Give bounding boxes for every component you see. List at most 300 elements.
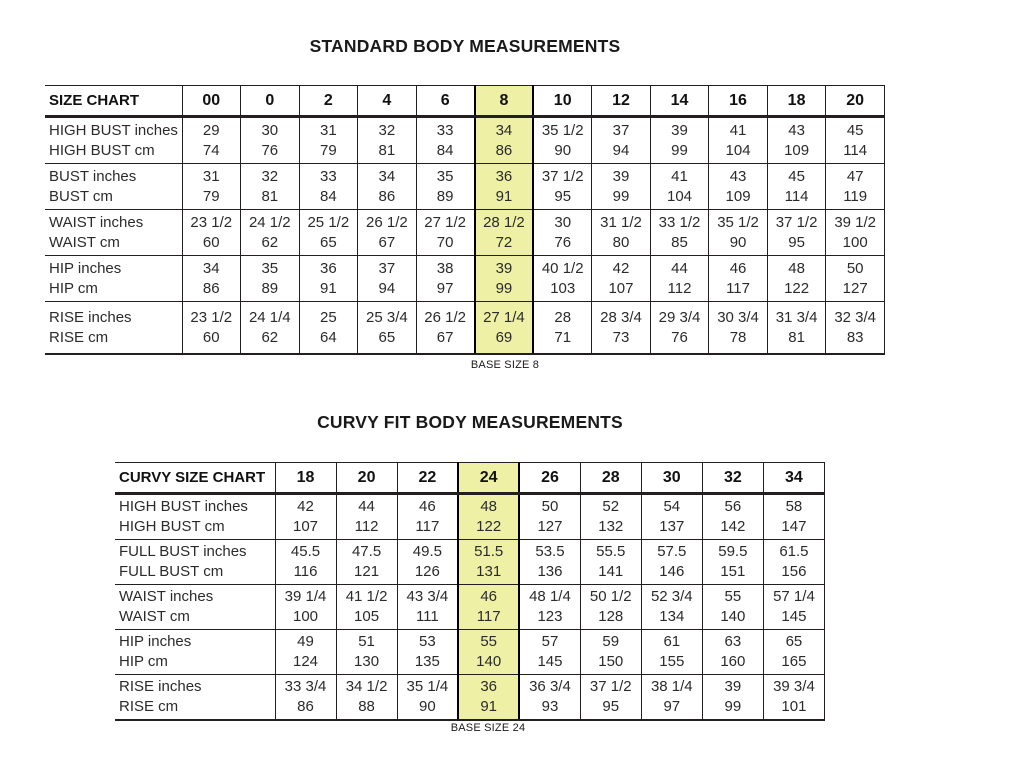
- measurement-cell: [533, 256, 592, 302]
- size-column-header-34: 34: [763, 463, 824, 494]
- measurement-value-inches: 35: [261, 259, 279, 277]
- measurement-value-inches: 26 1/2: [424, 308, 466, 326]
- measurement-cell: [650, 117, 709, 164]
- measurement-value-inches: 65: [785, 633, 803, 650]
- size-column-header-16: 16: [709, 86, 768, 117]
- standard-size-table: [45, 85, 885, 355]
- measurement-value-inches: 31: [319, 121, 337, 139]
- measurement-cell: [767, 210, 826, 256]
- measurement-value-inches: 25: [319, 308, 337, 326]
- size-column-header-22: 22: [397, 463, 458, 494]
- measurement-value-cm: 78: [729, 328, 747, 346]
- measurement-cell: [519, 675, 580, 721]
- measurement-value-inches: 42: [612, 259, 630, 277]
- measurement-value-inches: 47.5: [351, 543, 382, 560]
- row-label-inches: HIP inches: [119, 633, 192, 650]
- measurement-value-inches: 36: [319, 259, 337, 277]
- measurement-row: [115, 630, 825, 675]
- size-column-header-10: 10: [533, 86, 592, 117]
- measurement-value-inches: 33: [436, 121, 454, 139]
- measurement-cell: [358, 164, 417, 210]
- measurement-cell: [241, 164, 300, 210]
- measurement-value-cm: 146: [659, 563, 685, 580]
- measurement-cell: [458, 585, 519, 630]
- row-label-inches: BUST inches: [49, 167, 137, 185]
- measurement-value-inches: 28 1/2: [483, 213, 525, 231]
- row-label-cm: RISE cm: [49, 328, 109, 346]
- measurement-cell: [397, 630, 458, 675]
- measurement-value-inches: 56: [724, 498, 742, 515]
- measurement-cell: [702, 585, 763, 630]
- measurement-value-inches: 27 1/2: [424, 213, 466, 231]
- measurement-row: [115, 494, 825, 540]
- measurement-value-cm: 97: [436, 279, 454, 297]
- measurement-value-inches: 41 1/2: [345, 588, 388, 605]
- row-label-cm: BUST cm: [49, 187, 113, 205]
- measurement-value-cm: 130: [354, 653, 380, 670]
- measurement-value-inches: 55.5: [596, 543, 626, 560]
- measurement-value-inches: 61: [663, 633, 681, 650]
- measurement-value-cm: 100: [842, 233, 868, 251]
- measurement-value-inches: 33 1/2: [658, 213, 701, 231]
- measurement-cell: [763, 630, 824, 675]
- measurement-value-inches: 59: [602, 633, 620, 650]
- measurement-cell: [397, 675, 458, 721]
- measurement-value-cm: 122: [476, 518, 502, 535]
- measurement-value-inches: 55: [480, 633, 497, 650]
- measurement-value-inches: 37 1/2: [541, 167, 584, 185]
- measurement-value-inches: 49: [297, 633, 314, 650]
- row-label-inches: HIGH BUST inches: [119, 498, 248, 515]
- measurement-cell: [416, 117, 475, 164]
- measurement-row-label: [115, 585, 275, 630]
- measurement-value-cm: 69: [495, 328, 513, 346]
- measurement-value-cm: 74: [202, 141, 220, 159]
- measurement-value-cm: 127: [842, 279, 868, 297]
- size-chart-header-label: CURVY SIZE CHART: [115, 463, 275, 494]
- measurement-cell: [641, 585, 702, 630]
- measurement-value-cm: 94: [378, 279, 396, 297]
- measurement-value-cm: 114: [843, 141, 868, 159]
- curvy-size-table: [115, 462, 825, 721]
- measurement-row: [45, 164, 885, 210]
- measurement-cell: [241, 302, 300, 355]
- measurement-cell: [767, 117, 826, 164]
- measurement-value-cm: 70: [436, 233, 454, 251]
- measurement-row: [115, 585, 825, 630]
- measurement-value-inches: 45: [846, 121, 864, 139]
- measurement-row: [45, 210, 885, 256]
- measurement-value-cm: 97: [663, 698, 681, 715]
- measurement-row-label: [45, 210, 182, 256]
- measurement-row-label: [115, 675, 275, 721]
- measurement-value-cm: 65: [319, 233, 337, 251]
- measurement-value-inches: 40 1/2: [541, 259, 584, 277]
- measurement-cell: [592, 210, 651, 256]
- measurement-value-inches: 37: [612, 121, 630, 139]
- measurement-cell: [702, 494, 763, 540]
- size-column-header-8: 8: [475, 86, 534, 117]
- measurement-value-inches: 50 1/2: [589, 588, 632, 605]
- measurement-value-cm: 62: [261, 233, 279, 251]
- measurement-cell: [336, 540, 397, 585]
- measurement-value-cm: 103: [550, 279, 576, 297]
- measurement-value-inches: 44: [671, 259, 688, 277]
- measurement-cell: [475, 164, 534, 210]
- measurement-value-cm: 84: [319, 187, 337, 205]
- size-column-header-2: 2: [299, 86, 358, 117]
- measurement-value-cm: 104: [667, 187, 693, 205]
- measurement-value-cm: 109: [784, 141, 810, 159]
- measurement-value-inches: 43: [788, 121, 805, 139]
- measurement-value-cm: 117: [476, 608, 501, 625]
- measurement-cell: [475, 302, 534, 355]
- measurement-value-inches: 46: [419, 498, 436, 515]
- measurement-value-inches: 29: [202, 121, 220, 139]
- size-header-row: [45, 86, 885, 117]
- measurement-value-cm: 150: [598, 653, 624, 670]
- measurement-value-inches: 37 1/2: [589, 678, 632, 695]
- row-label-inches: FULL BUST inches: [119, 543, 247, 560]
- measurement-value-cm: 132: [598, 518, 624, 535]
- measurement-value-cm: 107: [293, 518, 319, 535]
- measurement-value-cm: 117: [726, 279, 750, 297]
- measurement-value-cm: 111: [415, 608, 439, 625]
- row-label-inches: HIGH BUST inches: [49, 121, 178, 139]
- measurement-value-inches: 25 1/2: [307, 213, 350, 231]
- measurement-value-inches: 33: [319, 167, 337, 185]
- measurement-cell: [641, 540, 702, 585]
- measurement-value-inches: 43 3/4: [406, 588, 449, 605]
- measurement-cell: [580, 494, 641, 540]
- measurement-row-label: [45, 164, 182, 210]
- measurement-cell: [650, 210, 709, 256]
- measurement-value-inches: 35 1/2: [541, 121, 584, 139]
- measurement-value-inches: 48 1/4: [529, 588, 571, 605]
- measurement-value-cm: 105: [354, 608, 380, 625]
- standard-size-table-container: [45, 85, 885, 355]
- measurement-value-cm: 76: [554, 233, 572, 251]
- measurement-value-cm: 91: [495, 187, 513, 205]
- measurement-value-inches: 48: [480, 498, 497, 515]
- measurement-cell: [702, 675, 763, 721]
- measurement-cell: [592, 256, 651, 302]
- measurement-value-cm: 160: [720, 653, 746, 670]
- measurement-value-cm: 126: [414, 563, 440, 580]
- measurement-value-cm: 123: [537, 608, 563, 625]
- measurement-value-inches: 47: [846, 167, 864, 185]
- measurement-value-cm: 93: [541, 698, 559, 715]
- measurement-row-label: [45, 302, 182, 355]
- measurement-value-inches: 42: [297, 498, 314, 515]
- standard-base-size-note: BASE SIZE 8: [470, 359, 540, 371]
- measurement-value-inches: 36 3/4: [529, 678, 571, 695]
- measurement-value-cm: 94: [612, 141, 630, 159]
- measurement-value-inches: 24 1/4: [248, 308, 291, 326]
- measurement-value-inches: 46: [480, 588, 497, 605]
- measurement-value-cm: 119: [843, 187, 868, 205]
- size-column-header-28: 28: [580, 463, 641, 494]
- measurement-cell: [475, 256, 534, 302]
- measurement-value-inches: 24 1/2: [248, 213, 291, 231]
- measurement-cell: [592, 302, 651, 355]
- measurement-value-inches: 50: [846, 259, 864, 277]
- measurement-cell: [275, 630, 336, 675]
- measurement-value-inches: 52 3/4: [650, 588, 693, 605]
- measurement-cell: [826, 164, 885, 210]
- measurement-row-label: [45, 117, 182, 164]
- measurement-value-inches: 39: [671, 121, 688, 139]
- row-label-inches: HIP inches: [49, 259, 122, 277]
- measurement-value-inches: 31 3/4: [775, 308, 818, 326]
- measurement-cell: [336, 585, 397, 630]
- measurement-value-cm: 95: [788, 233, 805, 251]
- measurement-value-inches: 35: [436, 167, 454, 185]
- measurement-value-cm: 109: [725, 187, 751, 205]
- curvy-chart-title: CURVY FIT BODY MEASUREMENTS: [317, 412, 623, 432]
- measurement-value-inches: 32: [378, 121, 396, 139]
- measurement-cell: [519, 630, 580, 675]
- measurement-value-inches: 39: [724, 678, 742, 695]
- measurement-cell: [826, 117, 885, 164]
- measurement-cell: [763, 494, 824, 540]
- measurement-value-inches: 38 1/4: [650, 678, 693, 695]
- measurement-cell: [533, 302, 592, 355]
- measurement-value-cm: 101: [781, 698, 807, 715]
- measurement-cell: [182, 302, 241, 355]
- measurement-cell: [475, 117, 534, 164]
- measurement-value-cm: 142: [720, 518, 746, 535]
- measurement-value-cm: 147: [781, 518, 807, 535]
- measurement-value-inches: 35 1/2: [717, 213, 759, 231]
- measurement-value-inches: 39: [495, 259, 513, 277]
- measurement-value-inches: 30: [261, 121, 279, 139]
- measurement-value-cm: 99: [724, 698, 742, 715]
- measurement-cell: [336, 630, 397, 675]
- measurement-cell: [580, 540, 641, 585]
- size-chart-header-label: SIZE CHART: [45, 86, 182, 117]
- row-label-inches: RISE inches: [119, 678, 202, 695]
- curvy-size-table-container: [115, 462, 825, 721]
- measurement-cell: [458, 540, 519, 585]
- size-column-header-18: 18: [767, 86, 826, 117]
- size-column-header-00: 00: [182, 86, 241, 117]
- measurement-value-inches: 38: [436, 259, 454, 277]
- row-label-cm: HIP cm: [119, 653, 168, 670]
- measurement-cell: [182, 210, 241, 256]
- measurement-cell: [458, 675, 519, 721]
- measurement-cell: [336, 494, 397, 540]
- measurement-value-inches: 37: [378, 259, 396, 277]
- measurement-value-cm: 122: [784, 279, 810, 297]
- measurement-value-cm: 89: [261, 279, 279, 297]
- size-column-header-12: 12: [592, 86, 651, 117]
- measurement-value-inches: 44: [358, 498, 375, 515]
- measurement-value-cm: 136: [537, 563, 563, 580]
- measurement-value-cm: 76: [261, 141, 279, 159]
- measurement-value-cm: 134: [659, 608, 685, 625]
- measurement-value-cm: 79: [202, 187, 220, 205]
- measurement-value-inches: 28 3/4: [600, 308, 642, 326]
- measurement-value-inches: 57: [541, 633, 559, 650]
- row-label-cm: WAIST cm: [119, 608, 190, 625]
- size-column-header-26: 26: [519, 463, 580, 494]
- measurement-cell: [416, 256, 475, 302]
- measurement-value-cm: 99: [495, 279, 513, 297]
- standard-chart-title: STANDARD BODY MEASUREMENTS: [309, 36, 621, 56]
- measurement-cell: [580, 585, 641, 630]
- measurement-cell: [763, 675, 824, 721]
- row-label-inches: WAIST inches: [119, 588, 214, 605]
- measurement-value-cm: 71: [554, 328, 572, 346]
- row-label-inches: RISE inches: [49, 308, 132, 326]
- measurement-value-inches: 45.5: [290, 543, 321, 560]
- measurement-cell: [299, 256, 358, 302]
- measurement-value-cm: 86: [495, 141, 513, 159]
- measurement-value-cm: 67: [378, 233, 396, 251]
- measurement-value-cm: 127: [537, 518, 563, 535]
- measurement-cell: [641, 494, 702, 540]
- measurement-value-inches: 51: [358, 633, 375, 650]
- measurement-value-cm: 131: [476, 563, 502, 580]
- measurement-value-inches: 23 1/2: [190, 308, 233, 326]
- measurement-cell: [241, 256, 300, 302]
- measurement-value-inches: 39: [612, 167, 630, 185]
- size-column-header-6: 6: [416, 86, 475, 117]
- measurement-cell: [299, 302, 358, 355]
- measurement-value-cm: 90: [729, 233, 747, 251]
- measurement-value-cm: 81: [788, 328, 805, 346]
- measurement-value-cm: 107: [608, 279, 634, 297]
- measurement-value-inches: 46: [729, 259, 747, 277]
- measurement-cell: [709, 164, 768, 210]
- size-column-header-30: 30: [641, 463, 702, 494]
- measurement-value-cm: 95: [602, 698, 620, 715]
- measurement-value-inches: 61.5: [779, 543, 809, 560]
- measurement-value-cm: 90: [554, 141, 572, 159]
- measurement-cell: [763, 540, 824, 585]
- measurement-cell: [458, 494, 519, 540]
- measurement-value-cm: 91: [319, 279, 337, 297]
- row-label-cm: HIGH BUST cm: [119, 518, 225, 535]
- measurement-cell: [580, 675, 641, 721]
- measurement-value-cm: 85: [671, 233, 688, 251]
- measurement-value-cm: 80: [612, 233, 630, 251]
- measurement-cell: [826, 256, 885, 302]
- size-column-header-20: 20: [826, 86, 885, 117]
- measurement-cell: [358, 210, 417, 256]
- measurement-cell: [299, 117, 358, 164]
- measurement-cell: [358, 302, 417, 355]
- measurement-cell: [767, 256, 826, 302]
- measurement-value-cm: 86: [297, 698, 314, 715]
- measurement-value-cm: 89: [436, 187, 454, 205]
- measurement-value-inches: 37 1/2: [775, 213, 818, 231]
- measurement-row-label: [115, 494, 275, 540]
- measurement-value-cm: 135: [414, 653, 440, 670]
- measurement-value-cm: 60: [202, 328, 220, 346]
- measurement-value-inches: 23 1/2: [190, 213, 233, 231]
- measurement-cell: [826, 302, 885, 355]
- measurement-value-cm: 65: [378, 328, 396, 346]
- measurement-value-inches: 43: [729, 167, 747, 185]
- measurement-value-cm: 112: [354, 518, 379, 535]
- measurement-value-cm: 81: [378, 141, 396, 159]
- measurement-cell: [533, 117, 592, 164]
- measurement-cell: [580, 630, 641, 675]
- row-label-cm: FULL BUST cm: [119, 563, 224, 580]
- measurement-cell: [397, 585, 458, 630]
- measurement-value-inches: 52: [602, 498, 620, 515]
- measurement-cell: [767, 302, 826, 355]
- measurement-value-cm: 60: [202, 233, 220, 251]
- measurement-value-inches: 34: [378, 167, 396, 185]
- measurement-value-inches: 25 3/4: [366, 308, 408, 326]
- measurement-value-cm: 165: [781, 653, 807, 670]
- measurement-value-inches: 49.5: [412, 543, 442, 560]
- measurement-value-cm: 99: [612, 187, 630, 205]
- measurement-value-inches: 39 3/4: [773, 678, 815, 695]
- measurement-value-inches: 34: [495, 121, 513, 139]
- measurement-cell: [709, 210, 768, 256]
- measurement-value-inches: 45: [788, 167, 805, 185]
- size-column-header-0: 0: [241, 86, 300, 117]
- measurement-value-cm: 88: [358, 698, 375, 715]
- measurement-value-cm: 76: [671, 328, 688, 346]
- measurement-cell: [592, 117, 651, 164]
- measurement-cell: [416, 164, 475, 210]
- measurement-cell: [397, 540, 458, 585]
- measurement-value-inches: 41: [671, 167, 688, 185]
- measurement-cell: [641, 675, 702, 721]
- measurement-value-cm: 86: [378, 187, 396, 205]
- measurement-value-cm: 100: [293, 608, 319, 625]
- measurement-value-cm: 116: [293, 563, 318, 580]
- size-column-header-14: 14: [650, 86, 709, 117]
- measurement-row: [45, 302, 885, 355]
- measurement-value-cm: 84: [436, 141, 454, 159]
- size-column-header-20: 20: [336, 463, 397, 494]
- measurement-value-inches: 57 1/4: [773, 588, 815, 605]
- measurement-value-inches: 63: [724, 633, 742, 650]
- measurement-row-label: [115, 540, 275, 585]
- measurement-value-inches: 53.5: [535, 543, 565, 560]
- measurement-value-inches: 32: [261, 167, 279, 185]
- measurement-cell: [641, 630, 702, 675]
- measurement-cell: [709, 117, 768, 164]
- measurement-cell: [182, 164, 241, 210]
- measurement-value-cm: 79: [319, 141, 337, 159]
- measurement-cell: [533, 164, 592, 210]
- measurement-cell: [709, 256, 768, 302]
- measurement-value-inches: 34: [202, 259, 220, 277]
- measurement-value-cm: 140: [476, 653, 502, 670]
- measurement-cell: [519, 585, 580, 630]
- measurement-value-inches: 29 3/4: [658, 308, 701, 326]
- measurement-value-cm: 73: [612, 328, 630, 346]
- measurement-cell: [397, 494, 458, 540]
- measurement-value-cm: 64: [319, 328, 337, 346]
- measurement-value-inches: 36: [480, 678, 497, 695]
- measurement-cell: [358, 117, 417, 164]
- measurement-value-cm: 128: [598, 608, 624, 625]
- measurement-value-inches: 48: [788, 259, 805, 277]
- row-label-inches: WAIST inches: [49, 213, 144, 231]
- measurement-value-inches: 36: [495, 167, 513, 185]
- row-label-cm: RISE cm: [119, 698, 179, 715]
- measurement-cell: [182, 256, 241, 302]
- measurement-value-cm: 62: [261, 328, 279, 346]
